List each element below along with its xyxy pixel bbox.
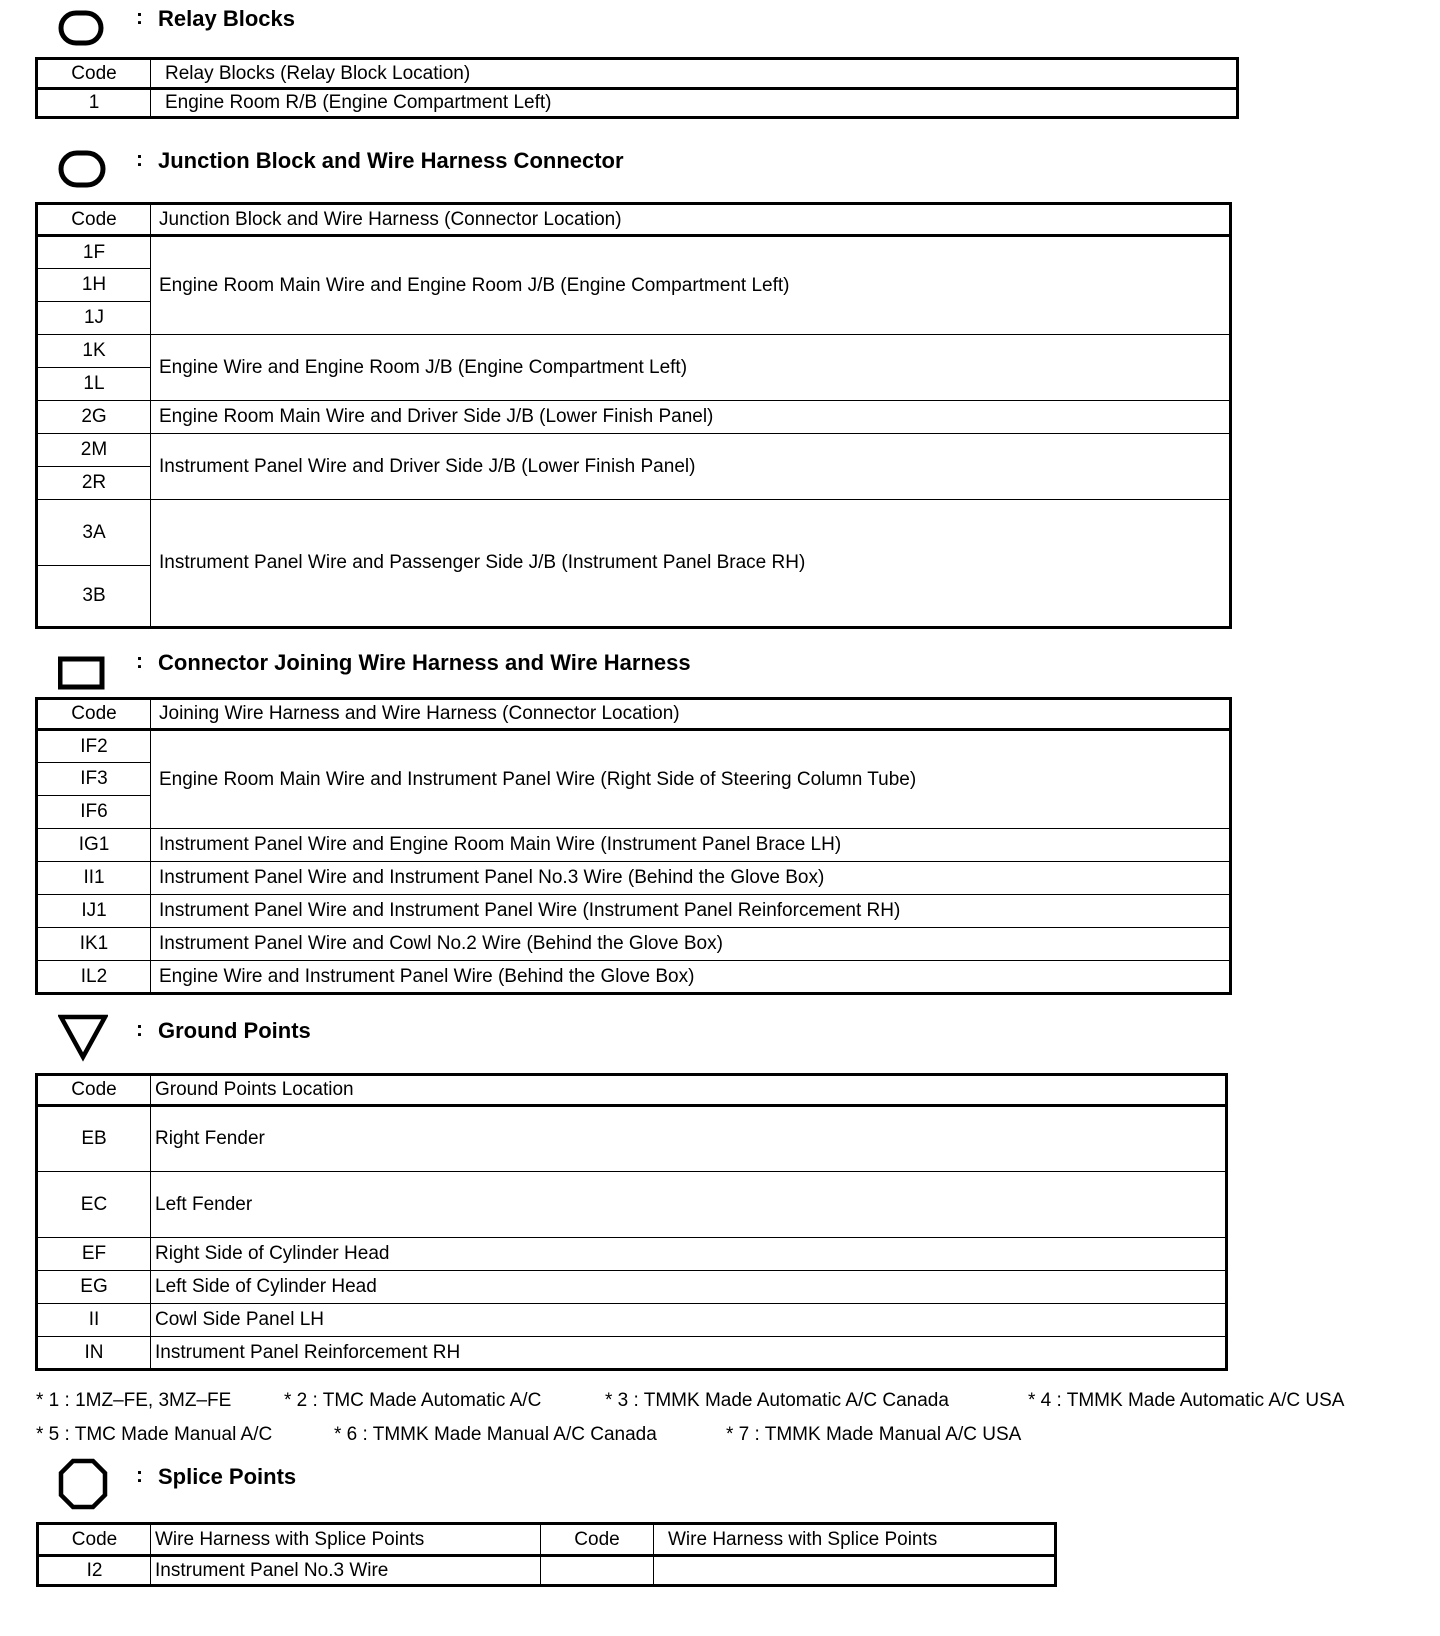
splice-points-colon: : (136, 1464, 143, 1487)
code-header-2: Code (541, 1524, 654, 1556)
connector-title: Connector Joining Wire Harness and Wire Harness (158, 650, 691, 675)
table-row (37, 895, 1231, 928)
code-header: Code (37, 204, 151, 236)
connector-symbol-icon (58, 648, 108, 692)
table-row (37, 961, 1231, 994)
footnote-2: * 2 : TMC Made Automatic A/C (284, 1390, 542, 1411)
code-cell: IF3 (37, 763, 151, 796)
table-row (37, 730, 1231, 763)
table-header-row (37, 699, 1231, 730)
location-cell: Engine Room Main Wire and Engine Room J/B (Engine Compartment Left) (151, 236, 1231, 335)
table-row (37, 1106, 1227, 1172)
code-cell: 2M (37, 434, 151, 467)
code-cell: 1K (37, 335, 151, 368)
table-header-row (37, 59, 1238, 89)
ground-points-colon: : (136, 1018, 143, 1041)
footnote-1: * 1 : 1MZ–FE, 3MZ–FE (36, 1390, 232, 1411)
table-row (37, 1271, 1227, 1304)
relay-blocks-table (35, 57, 1239, 119)
relay-blocks-colon: : (136, 6, 143, 29)
location-cell: Instrument Panel Wire and Engine Room Main Wire (Instrument Panel Brace LH) (151, 829, 1231, 862)
location-cell: Right Fender (151, 1106, 1227, 1172)
footnote-6: * 6 : TMMK Made Manual A/C Canada (334, 1424, 657, 1445)
location-cell: Right Side of Cylinder Head (151, 1238, 1227, 1271)
splice-points-title: Splice Points (158, 1464, 297, 1489)
code-cell: 3A (37, 500, 151, 566)
location-cell: Left Side of Cylinder Head (151, 1271, 1227, 1304)
code-cell: IL2 (37, 961, 151, 994)
table-row (37, 335, 1231, 368)
code-cell: II1 (37, 862, 151, 895)
footnote-7: * 7 : TMMK Made Manual A/C USA (726, 1424, 1022, 1445)
table-header-row (38, 1524, 1056, 1556)
code-cell: IF6 (37, 796, 151, 829)
code-header: Code (38, 1524, 151, 1556)
location-cell: Engine Room Main Wire and Driver Side J/B (Lower Finish Panel) (151, 401, 1231, 434)
location-cell: Instrument Panel Wire and Cowl No.2 Wire (Behind the Glove Box) (151, 928, 1231, 961)
junction-block-symbol-icon (58, 146, 108, 190)
table-row (37, 928, 1231, 961)
table-row (37, 434, 1231, 467)
wire-harness-header: Wire Harness with Splice Points (151, 1524, 541, 1556)
relay-blocks-title: Relay Blocks (158, 6, 295, 31)
footnote-5: * 5 : TMC Made Manual A/C (36, 1424, 273, 1445)
code-cell: EF (37, 1238, 151, 1271)
wire-harness-header-2: Wire Harness with Splice Points (654, 1524, 1056, 1556)
location-cell: Engine Room Main Wire and Instrument Panel Wire (Right Side of Steering Column Tube) (151, 730, 1231, 829)
table-row (37, 500, 1231, 566)
splice-points-table (36, 1522, 1057, 1587)
code-cell: 3B (37, 566, 151, 628)
location-header: Junction Block and Wire Harness (Connector Location) (151, 204, 1231, 236)
code-cell: 1J (37, 302, 151, 335)
location-cell: Instrument Panel Wire and Passenger Side J/B (Instrument Panel Brace RH) (151, 500, 1231, 628)
location-header: Relay Blocks (Relay Block Location) (151, 59, 1238, 89)
table-row (37, 1172, 1227, 1238)
wire-harness-cell-2 (654, 1556, 1056, 1586)
table-header-row (37, 204, 1231, 236)
code-cell: 2G (37, 401, 151, 434)
splice-point-octagon-icon (58, 1458, 108, 1510)
code-header: Code (37, 1075, 151, 1106)
relay-block-symbol-icon (58, 4, 108, 48)
code-cell: 1H (37, 269, 151, 302)
code-cell-2 (541, 1556, 654, 1586)
code-cell: 1 (37, 89, 151, 118)
table-row (37, 829, 1231, 862)
location-cell: Engine Wire and Instrument Panel Wire (Behind the Glove Box) (151, 961, 1231, 994)
ground-points-table (35, 1073, 1228, 1371)
table-row (37, 236, 1231, 269)
location-cell: Instrument Panel Wire and Driver Side J/B (Lower Finish Panel) (151, 434, 1231, 500)
location-header: Joining Wire Harness and Wire Harness (Connector Location) (151, 699, 1231, 730)
junction-block-colon: : (136, 148, 143, 171)
table-header-row (37, 1075, 1227, 1106)
table-row (37, 401, 1231, 434)
code-cell: 2R (37, 467, 151, 500)
connector-colon: : (136, 650, 143, 673)
code-cell: EG (37, 1271, 151, 1304)
table-row (38, 1556, 1056, 1586)
footnote-3: * 3 : TMMK Made Automatic A/C Canada (605, 1390, 949, 1411)
location-cell: Instrument Panel Reinforcement RH (151, 1337, 1227, 1370)
location-cell: Left Fender (151, 1172, 1227, 1238)
table-row (37, 1337, 1227, 1370)
ground-point-triangle-icon (58, 1012, 108, 1062)
code-cell: I2 (38, 1556, 151, 1586)
location-header: Ground Points Location (151, 1075, 1227, 1106)
table-row (37, 1304, 1227, 1337)
code-cell: II (37, 1304, 151, 1337)
location-cell: Instrument Panel Wire and Instrument Panel No.3 Wire (Behind the Glove Box) (151, 862, 1231, 895)
code-cell: 1F (37, 236, 151, 269)
location-cell: Cowl Side Panel LH (151, 1304, 1227, 1337)
code-cell: IF2 (37, 730, 151, 763)
ground-points-title: Ground Points (158, 1018, 311, 1043)
code-cell: IG1 (37, 829, 151, 862)
code-cell: EC (37, 1172, 151, 1238)
location-cell: Engine Room R/B (Engine Compartment Left) (151, 89, 1238, 118)
code-cell: IJ1 (37, 895, 151, 928)
location-cell: Engine Wire and Engine Room J/B (Engine Compartment Left) (151, 335, 1231, 401)
wire-harness-cell: Instrument Panel No.3 Wire (151, 1556, 541, 1586)
location-cell: Instrument Panel Wire and Instrument Panel Wire (Instrument Panel Reinforcement RH) (151, 895, 1231, 928)
table-row (37, 1238, 1227, 1271)
connector-table (35, 697, 1232, 995)
table-row (37, 862, 1231, 895)
code-cell: IK1 (37, 928, 151, 961)
code-header: Code (37, 699, 151, 730)
table-row (37, 89, 1238, 118)
junction-block-title: Junction Block and Wire Harness Connector (158, 148, 624, 173)
code-cell: 1L (37, 368, 151, 401)
junction-block-table (35, 202, 1232, 629)
code-cell: EB (37, 1106, 151, 1172)
code-header: Code (37, 59, 151, 89)
code-cell: IN (37, 1337, 151, 1370)
footnote-4: * 4 : TMMK Made Automatic A/C USA (1028, 1390, 1345, 1411)
